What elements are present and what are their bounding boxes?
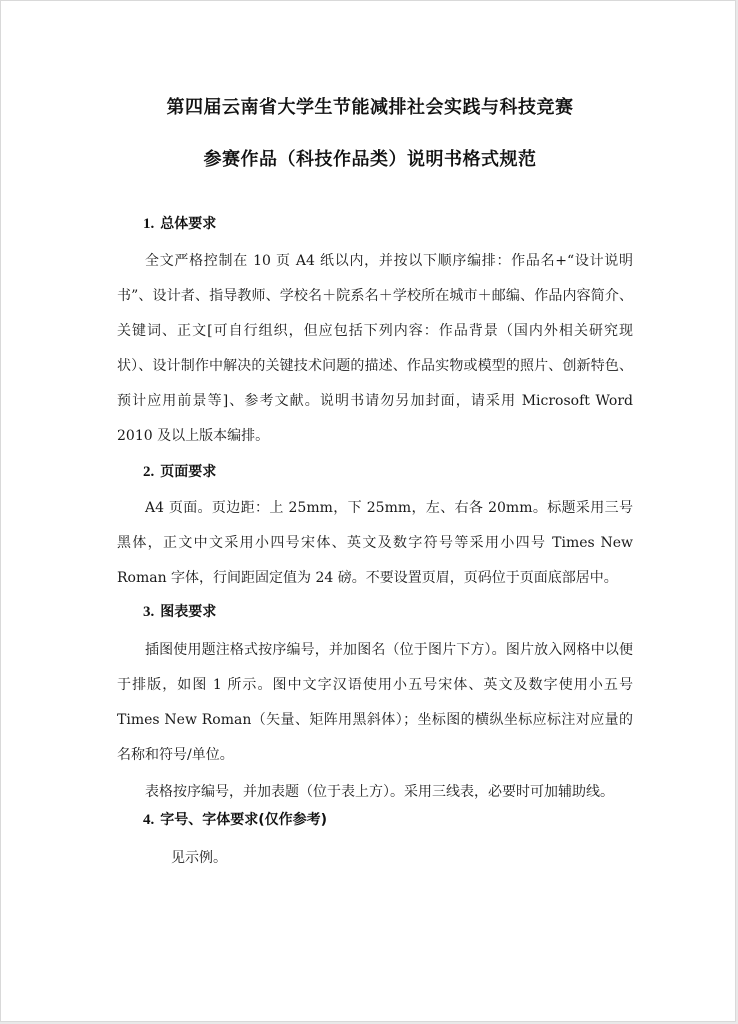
section-number-4: 4. — [143, 812, 155, 828]
section-number-2: 2. — [143, 464, 155, 480]
section-3-paragraph-2: 表格按序编号，并加表题（位于表上方）。采用三线表，必要时可加辅助线。 — [145, 784, 614, 800]
section-number-1: 1. — [143, 216, 155, 232]
section-title-1: 总体要求 — [160, 216, 217, 232]
section-heading-4 — [143, 809, 327, 829]
section-title-4: 字号、字体要求(仅作参考) — [160, 812, 328, 828]
section-title-3: 图表要求 — [160, 604, 217, 620]
document-title: 第四届云南省大学生节能减排社会实践与科技竞赛 — [166, 97, 574, 118]
section-3-paragraph-1: 插图使用题注格式按序编号，并加图名（位于图片下方）。图片放入网格中以便于排版，如图 1 所示。图中文字汉语使用小五号宋体、英文及数字使用小五号 Times New Roman（矢量、矩阵用黑斜体）；坐标图的横纵坐标应标注对应量的名称和符号/单位。 — [117, 642, 633, 763]
section-number-3: 3. — [143, 604, 155, 620]
section-2-paragraph: A4 页面。页边距：上 25mm，下 25mm，左、右各 20mm。标题采用三号黑体，正文中文采用小四号宋体、英文及数字符号等采用小四号 Times New Roman 字体，行间距固定值为 24 磅。不要设置页眉，页码位于页面底部居中。 — [117, 500, 633, 586]
section-heading-2 — [143, 461, 216, 481]
section-1-paragraph: 全文严格控制在 10 页 A4 纸以内，并按以下顺序编排：作品名+“设计说明书”、设计者、指导教师、学校名＋院系名＋学校所在城市＋邮编、作品内容简介、关键词、正文[可自行组织，但应包括下列内容：作品背景（国内外相关研究现状）、设计制作中解决的关键技术问题的描述、作品实物或模型的照片、创新特色、预计应用前景等]、参考文献。说明书请勿另加封面，请采用 Microsoft Word 2010 及以上版本编排。 — [117, 253, 633, 444]
section-heading-1 — [143, 213, 216, 233]
section-title-2: 页面要求 — [160, 464, 217, 480]
document-subtitle: 参赛作品（科技作品类）说明书格式规范 — [203, 149, 537, 170]
section-4-paragraph: 见示例。 — [171, 850, 227, 866]
section-heading-3 — [143, 601, 216, 621]
